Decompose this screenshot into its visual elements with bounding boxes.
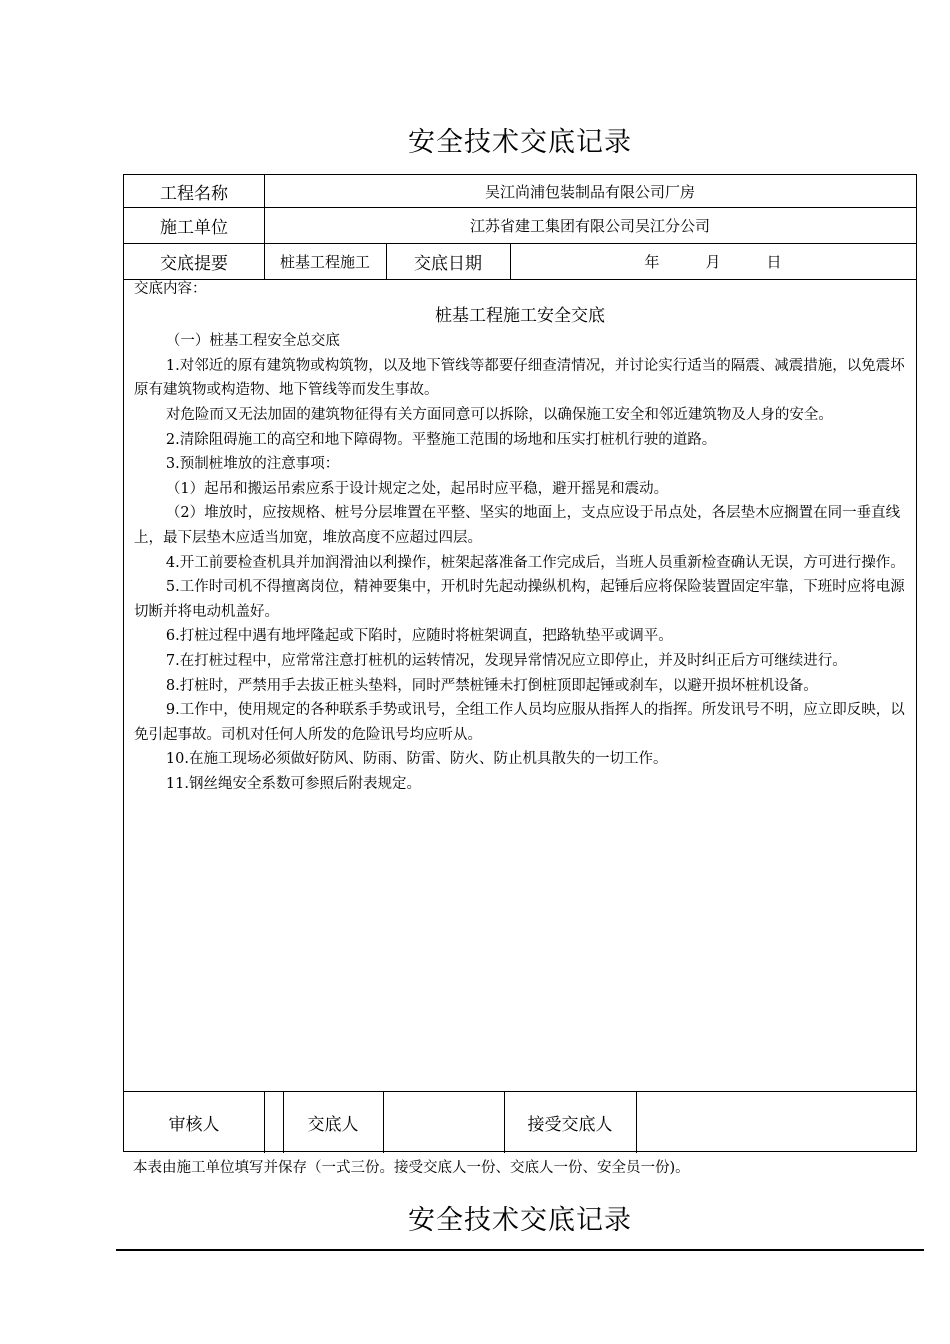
document-title: 安全技术交底记录 — [408, 127, 632, 158]
date-label: 交底日期 — [414, 253, 482, 274]
next-page-title: 安全技术交底记录 — [408, 1205, 632, 1236]
project-name-label: 工程名称 — [160, 183, 228, 204]
paragraph: 对危险而又无法加固的建筑物征得有关方面同意可以拆除，以确保施工安全和邻近建筑物及人身的安全。 — [165, 406, 833, 423]
project-name-value: 吴江尚浦包装制品有限公司厂房 — [484, 182, 695, 201]
content-subtitle: 桩基工程施工安全交底 — [435, 305, 605, 326]
date-year: 年 — [644, 252, 660, 271]
paragraph: 7.在打桩过程中，应常常注意打桩机的运转情况，发现异常情况应立即停止，并及时纠正后方可继续进行。 — [165, 652, 847, 669]
paragraph: 3.预制桩堆放的注意事项： — [165, 456, 340, 473]
paragraph: （2）堆放时，应按规格、桩号分层堆置在平整、坚实的地面上，支点应设于吊点处，各层垫木应搁置在同一垂直线上，最下层垫木应适当加宽，堆放高度不应超过四层。 — [134, 505, 901, 546]
paragraph: 8.打桩时，严禁用手去拔正桩头垫料，同时严禁桩锤未打倒桩顶即起锤或刹车，以避开损坏桩机设备。 — [165, 677, 818, 694]
paragraph: 11.钢丝绳安全系数可参照后附表规定。 — [165, 775, 421, 792]
paragraph: 2.清除阻碍施工的高空和地下障碍物。平整施工范围的场地和压实打桩机行驶的道路。 — [165, 431, 717, 448]
paragraph: 6.打桩过程中遇有地坪隆起或下陷时，应随时将桩架调直，把路轨垫平或调平。 — [165, 628, 673, 645]
summary-value: 桩基工程施工 — [279, 252, 370, 271]
section-heading: （一）桩基工程安全总交底 — [165, 333, 340, 350]
date-day: 日 — [766, 252, 782, 271]
discloser-label: 交底人 — [307, 1114, 359, 1135]
disclosure-content — [134, 283, 906, 796]
summary-label: 交底提要 — [160, 253, 228, 274]
paragraph: 4.开工前要检查机具并加润滑油以利操作，桩架起落准备工作完成后，当班人员重新检查确认无误，方可进行操作。 — [165, 554, 905, 571]
receiver-label: 接受交底人 — [527, 1114, 613, 1135]
paragraph: 1.对邻近的原有建筑物或构筑物，以及地下管线等都要仔细查清情况，并讨论实行适当的隔震、减震措施，以免震坏原有建筑物或构造物、地下管线等而发生事故。 — [134, 357, 905, 399]
date-value — [510, 243, 916, 279]
paragraph: 10.在施工现场必须做好防风、防雨、防雷、防火、防止机具散失的一切工作。 — [165, 751, 668, 768]
next-page-rule — [116, 1249, 924, 1251]
paragraph: 5.工作时司机不得擅离岗位，精神要集中，开机时先起动操纵机构，起锤后应将保险装置固定牢靠，下班时应将电源切断并将电动机盖好。 — [134, 579, 905, 620]
paragraph: 9.工作中，使用规定的各种联系手势或讯号，全组工作人员均应服从指挥人的指挥。所发讯号不明，应立即反映，以免引起事故。司机对任何人所发的危险讯号均应听从。 — [134, 702, 905, 743]
footer-note: 本表由施工单位填写并保存（一式三份。接受交底人一份、交底人一份、安全员一份)。 — [133, 1160, 690, 1176]
date-month: 月 — [705, 252, 721, 271]
reviewer-label: 审核人 — [168, 1114, 220, 1135]
paragraph: （1）起吊和搬运吊索应系于设计规定之处，起吊时应平稳，避开摇晃和震动。 — [165, 480, 669, 497]
content-label: 交底内容： — [134, 281, 207, 297]
disclosure-form — [123, 174, 917, 1152]
construction-unit-label: 施工单位 — [160, 217, 228, 238]
construction-unit-value: 江苏省建工集团有限公司吴江分公司 — [469, 216, 710, 235]
